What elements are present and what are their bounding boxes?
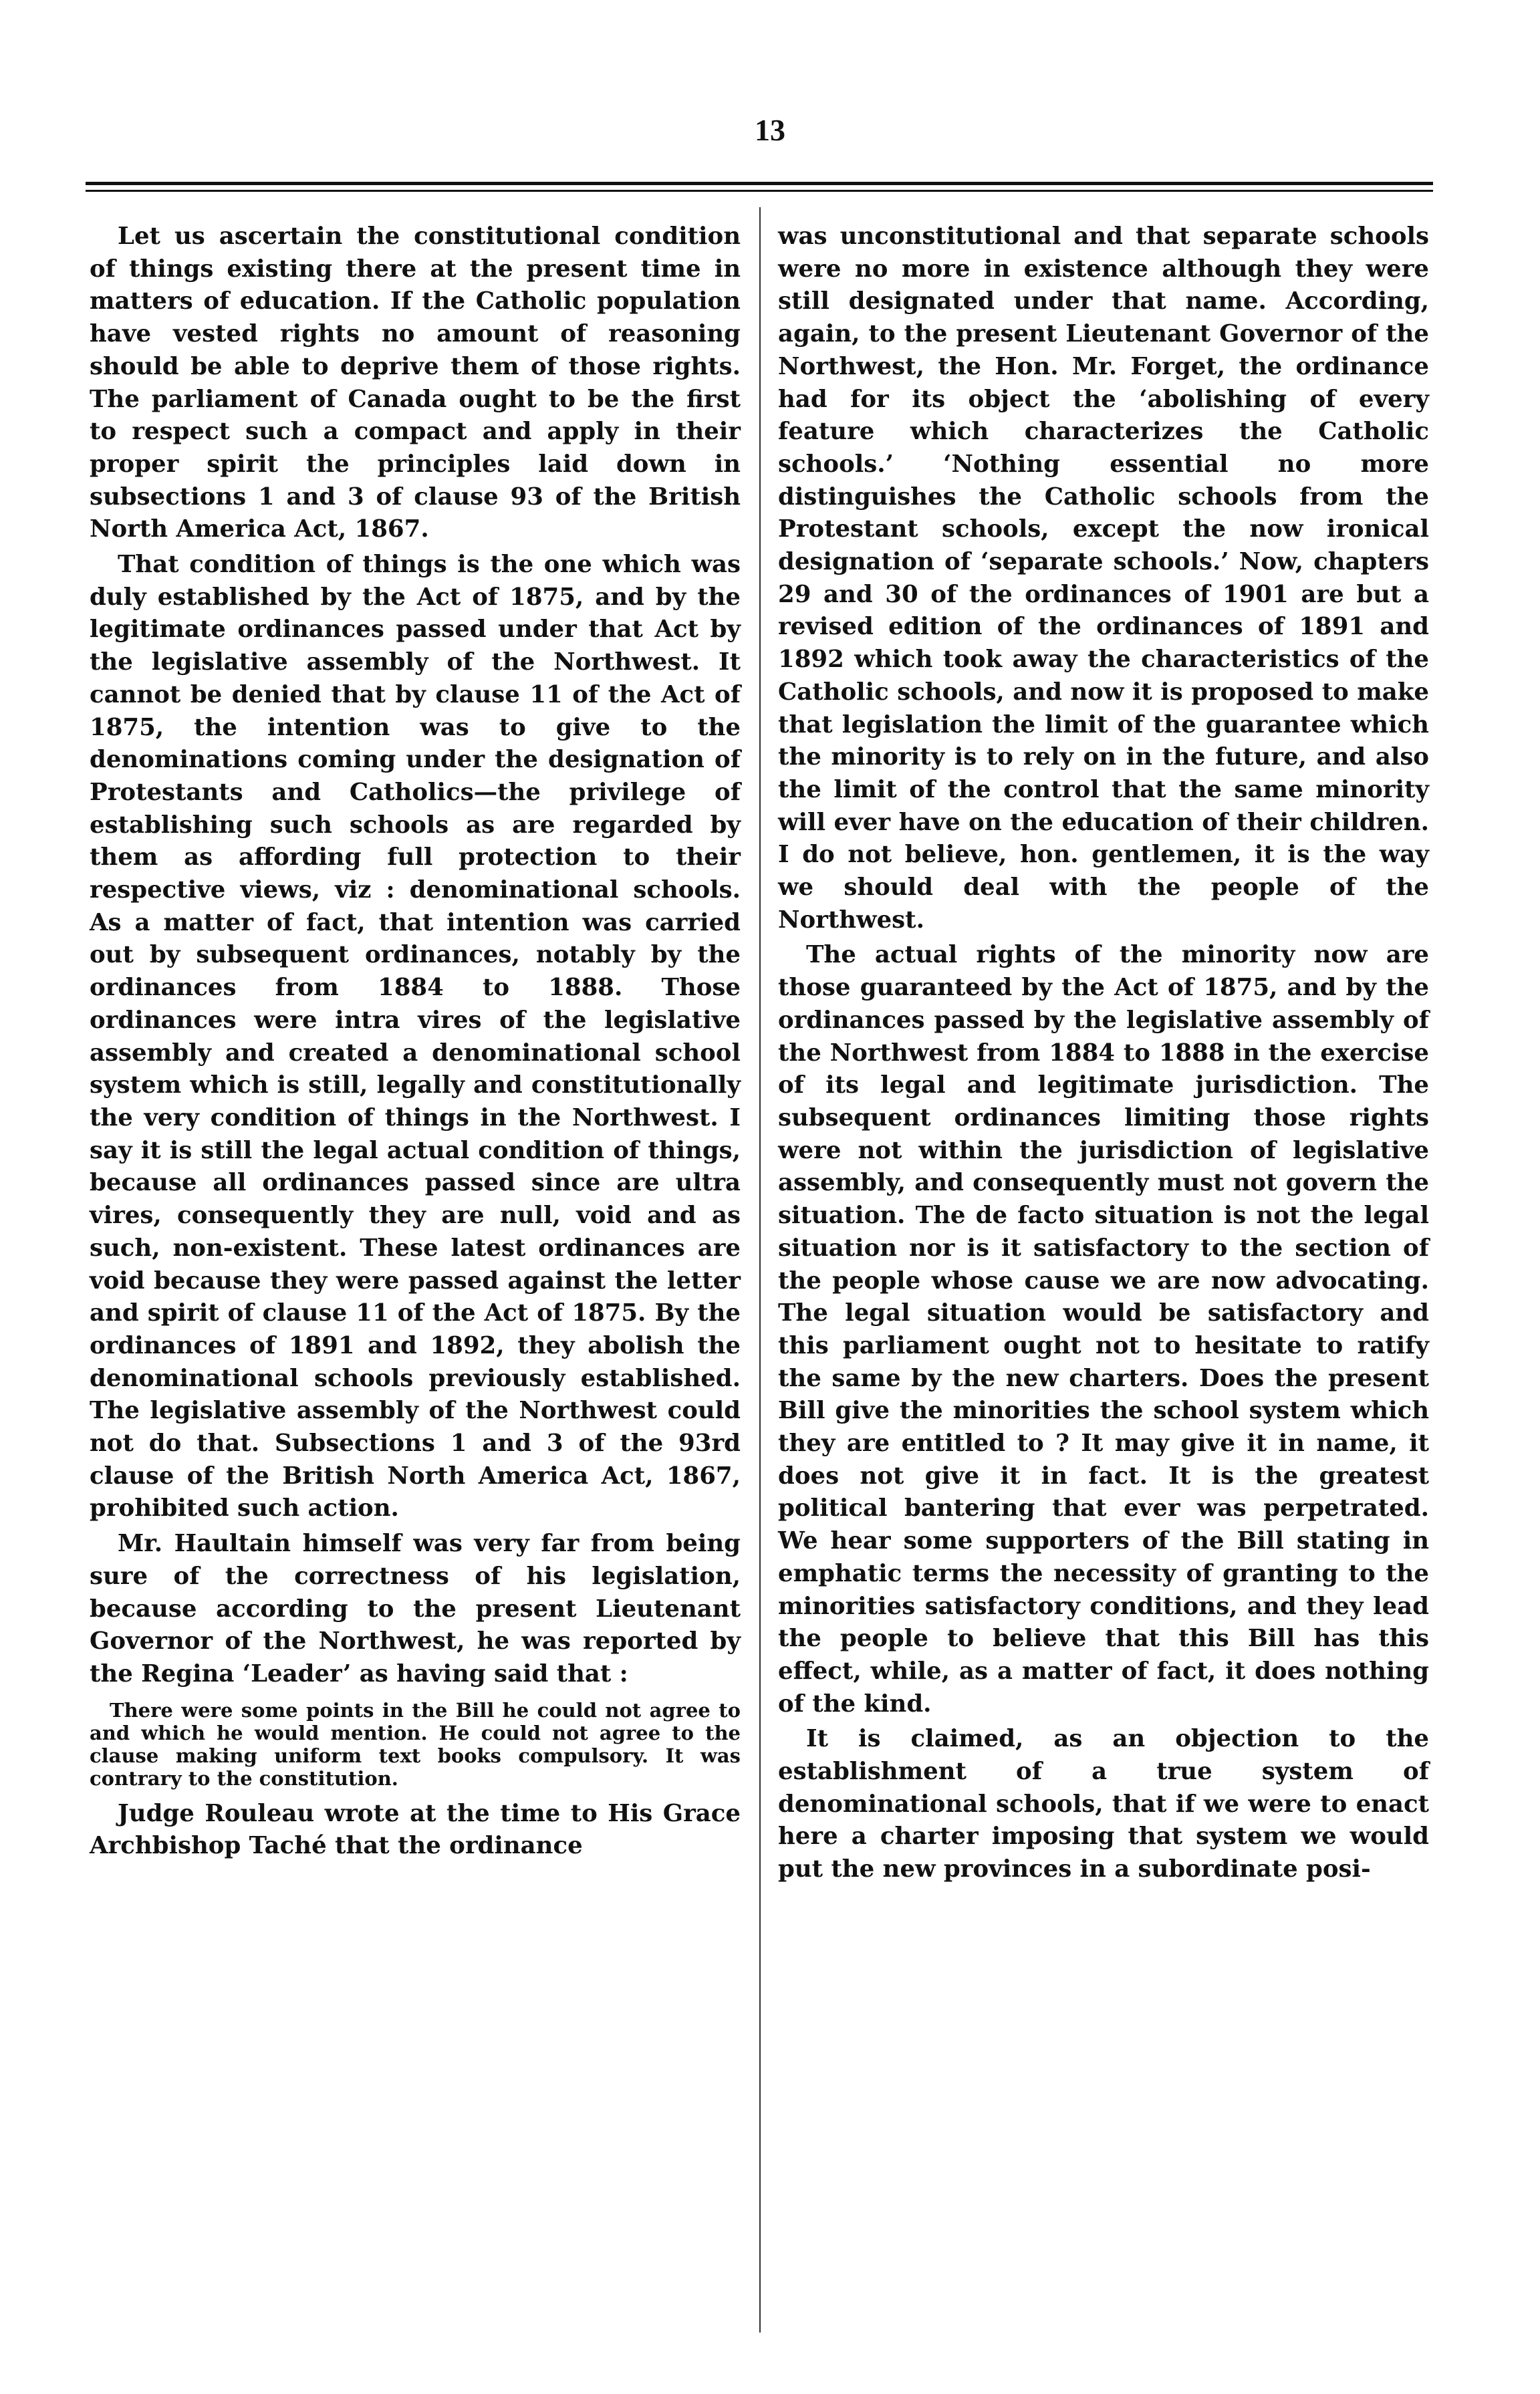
left-column: [90, 221, 741, 1863]
page-number: 13: [755, 113, 785, 147]
header-rule-thin: [86, 190, 1433, 192]
right-column: [778, 221, 1429, 1886]
right-paragraph-3: It is claimed, as an objection to the establishment of a true system of denominational schools, that if we were to enact here a charter imposing that system we would put the new provinces in a subordinate posi-: [778, 1725, 1429, 1883]
left-paragraph-2: That condition of things is the one which was duly established by the Act of 1875, and by the legitimate ordinances passed under that Act by the legislative assembly of the Northwest. It cannot be denied that by clause 11 of the Act of 1875, the intention was to give to the denominations coming under the designation of Protestants and Catholics—the privilege of establishing such schools as are regarded by them as affording full protection to their respective views, viz : denominational schools. As a matter of fact, that intention was carried out by subsequent ordinances, notably by the ordinances from 1884 to 1888. Those ordinances were intra vires of the legislative assembly and created a denominational school system which is still, legally and constitutionally the very condition of things in the Northwest. I say it is still the legal actual condition of things, because all ordinances passed since are ultra vires, consequently they are null, void and as such, non-existent. These latest ordinances are void because they were passed against the letter and spirit of clause 11 of the Act of 1875. By the ordinances of 1891 and 1892, they abolish the denominational schools previously established. The legislative assembly of the Northwest could not do that. Subsections 1 and 3 of the 93rd clause of the British North America Act, 1867, prohibited such action.: [90, 551, 741, 1522]
right-paragraph-2: The actual rights of the minority now are those guaranteed by the Act of 1875, and by the ordinances passed by the legislative assembly of the Northwest from 1884 to 1888 in the exercise of its legal and legitimate jurisdiction. The subsequent ordinances limiting those rights were not within the jurisdiction of legislative assembly, and consequently must not govern the situation. The de facto situation is not the legal situation nor is it satisfactory to the section of the people whose cause we are now advocating. The legal situation would be satisfactory and this parliament ought not to hesitate to ratify the same by the new charters. Does the present Bill give the minorities the school system which they are entitled to ? It may give it in name, it does not give it in fact. It is the greatest political bantering that ever was perpetrated. We hear some supporters of the Bill stating in emphatic terms the necessity of granting to the minorities satisfactory conditions, and they lead the people to believe that this Bill has this effect, while, as a matter of fact, it does nothing of the kind.: [778, 941, 1429, 1718]
left-paragraph-3: Mr. Haultain himself was very far from being sure of the correctness of his legislation, because according to the present Lieutenant Governor of the Northwest, he was reported by the Regina ‘Leader’ as having said that :: [90, 1530, 741, 1688]
header-rule-thick: [86, 182, 1433, 185]
right-paragraph-1: was unconstitutional and that separate schools were no more in existence although they were still designated under that name. According, again, to the present Lieutenant Governor of the Northwest, the Hon. Mr. Forget, the ordinance had for its object the ‘abolishing of every feature which characterizes the Catholic schools.’ ‘Nothing essential no more distinguishes the Catholic schools from the Protestant schools, except the now ironical designation of ‘separate schools.’ Now, chapters 29 and 30 of the ordinances of 1901 are but a revised edition of the ordinances of 1891 and 1892 which took away the characteristics of the Catholic schools, and now it is proposed to make that legislation the limit of the guarantee which the minority is to rely on in the future, and also the limit of the control that the same minority will ever have on the education of their children. I do not believe, hon. gentlemen, it is the way we should deal with the people of the Northwest.: [778, 223, 1429, 934]
block-quote: There were some points in the Bill he could not agree to and which he would mention. He could not agree to the clause making uniform text books compulsory. It was contrary to the constitution.: [90, 1698, 741, 1790]
left-paragraph-closing: Judge Rouleau wrote at the time to His Grace Archbishop Taché that the ordinance: [90, 1799, 741, 1860]
column-divider: [759, 207, 761, 2333]
left-paragraph-1: Let us ascertain the constitutional condition of things existing there at the present time in matters of education. If the Catholic population have vested rights no amount of reasoning should be able to deprive them of those rights. The parliament of Canada ought to be the first to respect such a compact and apply in their proper spirit the principles laid down in subsections 1 and 3 of clause 93 of the British North America Act, 1867.: [90, 223, 741, 543]
